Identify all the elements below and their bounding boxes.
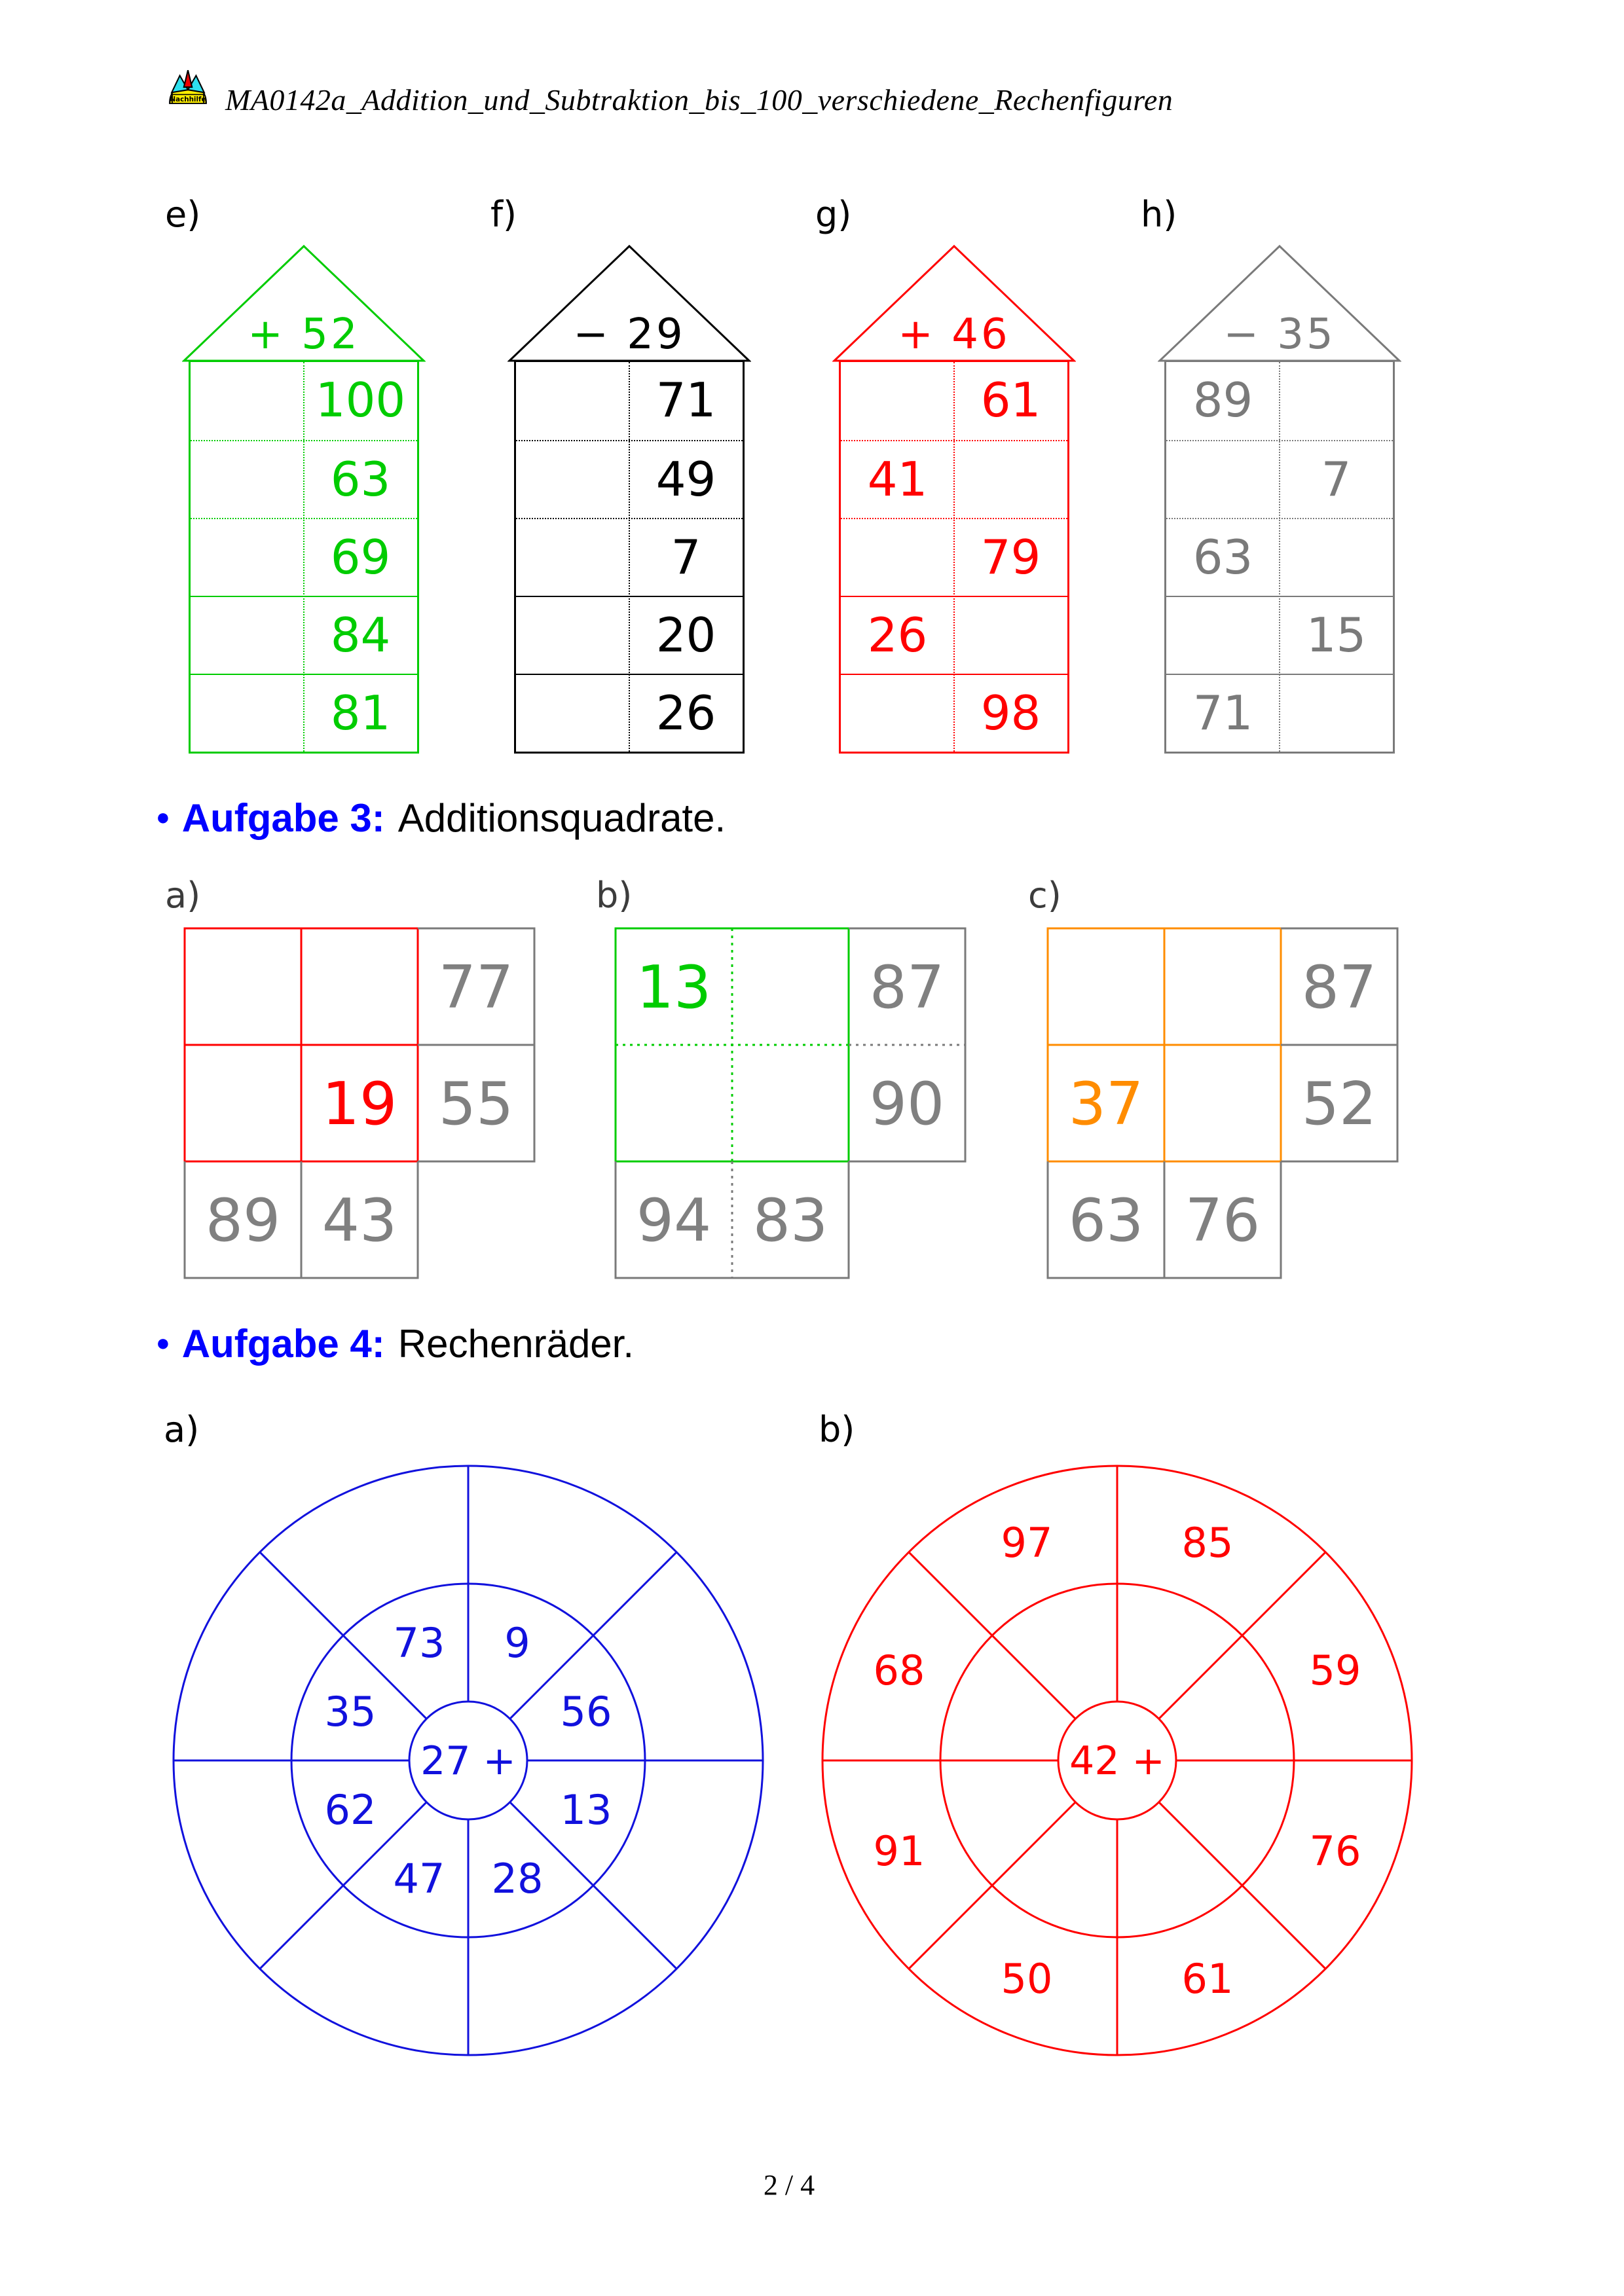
wheel-diagram — [172, 1464, 765, 2057]
house-grid — [1164, 360, 1395, 754]
house-cell-value: 26 — [867, 608, 928, 663]
wheel-sector-value: 73 — [393, 1619, 445, 1667]
sum-cell: 76 — [1185, 1186, 1261, 1255]
house-cell-empty — [191, 519, 304, 596]
document-title: MA0142a_Addition_und_Subtraktion_bis_100_verschiedene_Rechenfiguren — [225, 83, 1173, 117]
addition-square-a — [165, 875, 537, 1287]
house-cell-empty — [191, 441, 304, 518]
house-cell-value: 26 — [655, 685, 716, 740]
number-house-e — [165, 194, 419, 763]
house-grid — [189, 360, 419, 754]
addition-square-c — [1028, 875, 1400, 1287]
house-cell-empty — [1280, 519, 1393, 596]
house-operation: − 29 — [573, 310, 686, 359]
house-cell-value: 41 — [867, 452, 928, 507]
house-cell-value: 61 — [980, 373, 1041, 428]
wheel-center-operation: 42 + — [1069, 1738, 1165, 1784]
given-cell: 19 — [322, 1070, 397, 1139]
wheel-label: a) — [164, 1409, 200, 1450]
square-grid — [614, 927, 968, 1281]
square-label: a) — [165, 875, 201, 916]
house-cell-empty — [1166, 441, 1280, 518]
wheel-sector-value: 56 — [560, 1688, 612, 1736]
addition-square-b — [596, 875, 968, 1287]
house-label: f) — [490, 194, 517, 235]
house-cell-empty — [516, 441, 629, 518]
sum-cell: 43 — [322, 1186, 397, 1255]
house-cell-empty — [841, 362, 954, 440]
number-house-f — [490, 194, 745, 763]
wheel-sector-value: 62 — [324, 1786, 377, 1834]
wheel-center-operation: 27 + — [420, 1738, 516, 1784]
house-cell-empty — [1280, 675, 1393, 752]
sum-cell: 87 — [1301, 953, 1377, 1022]
wheel-sector-value: 61 — [1181, 1955, 1234, 2003]
house-center-divider — [629, 362, 630, 752]
house-cell-value: 84 — [330, 608, 391, 663]
house-center-divider — [1279, 362, 1280, 752]
house-cell-value: 79 — [980, 530, 1041, 585]
house-cell-empty — [954, 441, 1067, 518]
logo-text: Nachhilfe — [170, 96, 206, 104]
house-cell-empty — [954, 597, 1067, 674]
task3-heading — [156, 795, 726, 841]
house-cell-empty — [191, 362, 304, 440]
calculation-wheel-b — [819, 1409, 1421, 2064]
house-operation: − 35 — [1223, 310, 1336, 359]
house-cell-value: 7 — [671, 530, 701, 585]
house-operation: + 52 — [248, 310, 360, 359]
wheel-sector-value: 13 — [560, 1786, 612, 1834]
house-grid — [514, 360, 745, 754]
house-cell-value: 20 — [655, 608, 716, 663]
given-cell: 37 — [1068, 1070, 1144, 1139]
wheel-sector-value: 68 — [873, 1647, 925, 1694]
square-grid — [183, 927, 537, 1281]
house-cell-empty — [516, 597, 629, 674]
sum-cell: 63 — [1068, 1186, 1144, 1255]
wheel-sector-value: 50 — [1001, 1955, 1053, 2003]
bullet-icon: ● — [156, 803, 170, 830]
house-cell-value: 71 — [655, 373, 716, 428]
house-cell-value: 89 — [1192, 373, 1253, 428]
given-cell: 13 — [636, 953, 712, 1022]
sum-cell: 87 — [869, 953, 945, 1022]
house-cell-empty — [841, 519, 954, 596]
wheel-sector-value: 97 — [1001, 1519, 1053, 1567]
number-house-h — [1141, 194, 1395, 763]
calculation-wheel-a — [164, 1409, 766, 2064]
number-house-g — [815, 194, 1069, 763]
house-cell-value: 69 — [330, 530, 391, 585]
sum-cell: 77 — [438, 953, 514, 1022]
task4-heading — [156, 1321, 634, 1366]
house-operation: + 46 — [898, 310, 1010, 359]
house-cell-value: 15 — [1306, 608, 1367, 663]
house-center-divider — [303, 362, 304, 752]
wheel-sector-value: 9 — [504, 1619, 530, 1667]
house-cell-value: 71 — [1192, 685, 1253, 740]
house-cell-empty — [191, 675, 304, 752]
sum-cell: 94 — [636, 1186, 712, 1255]
house-cell-value: 100 — [315, 373, 406, 428]
house-cell-empty — [516, 362, 629, 440]
house-grid — [839, 360, 1069, 754]
house-cell-value: 7 — [1321, 452, 1352, 507]
wheel-sector-value: 28 — [491, 1855, 544, 1903]
house-label: e) — [165, 194, 201, 235]
wheel-sector-value: 47 — [393, 1855, 445, 1903]
sum-cell: 55 — [438, 1070, 514, 1139]
house-cell-value: 63 — [1192, 530, 1253, 585]
sum-cell: 83 — [752, 1186, 828, 1255]
square-grid — [1046, 927, 1400, 1281]
task4-title: Aufgabe 4: — [181, 1322, 385, 1366]
task3-description: Additionsquadrate. — [397, 796, 726, 840]
wheel-label: b) — [819, 1409, 855, 1450]
square-label: b) — [596, 875, 633, 916]
bullet-icon: ● — [156, 1329, 170, 1356]
house-center-divider — [953, 362, 955, 752]
sum-cell: 90 — [869, 1070, 945, 1139]
house-cell-value: 49 — [655, 452, 716, 507]
wheel-sector-value: 91 — [873, 1827, 925, 1875]
house-cell-empty — [516, 675, 629, 752]
task3-title: Aufgabe 3: — [181, 796, 385, 840]
nachhilfe-logo — [168, 68, 208, 105]
square-label: c) — [1028, 875, 1061, 916]
house-cell-empty — [516, 519, 629, 596]
logo-center-peak — [184, 70, 192, 87]
house-cell-empty — [1166, 597, 1280, 674]
wheel-sector-value: 85 — [1181, 1519, 1234, 1567]
wheel-diagram — [821, 1464, 1414, 2057]
page-number: 2 / 4 — [763, 2169, 815, 2201]
house-cell-value: 98 — [980, 685, 1041, 740]
house-cell-value: 63 — [330, 452, 391, 507]
house-cell-empty — [1280, 362, 1393, 440]
wheel-sector-value: 59 — [1309, 1647, 1361, 1694]
house-label: h) — [1141, 194, 1177, 235]
house-label: g) — [815, 194, 852, 235]
sum-cell: 89 — [205, 1186, 281, 1255]
house-cell-empty — [191, 597, 304, 674]
sum-cell: 52 — [1301, 1070, 1377, 1139]
wheel-sector-value: 76 — [1309, 1827, 1361, 1875]
wheel-sector-value: 35 — [324, 1688, 377, 1736]
house-cell-empty — [841, 675, 954, 752]
house-cell-value: 81 — [330, 685, 391, 740]
task4-description: Rechenräder. — [397, 1322, 635, 1366]
